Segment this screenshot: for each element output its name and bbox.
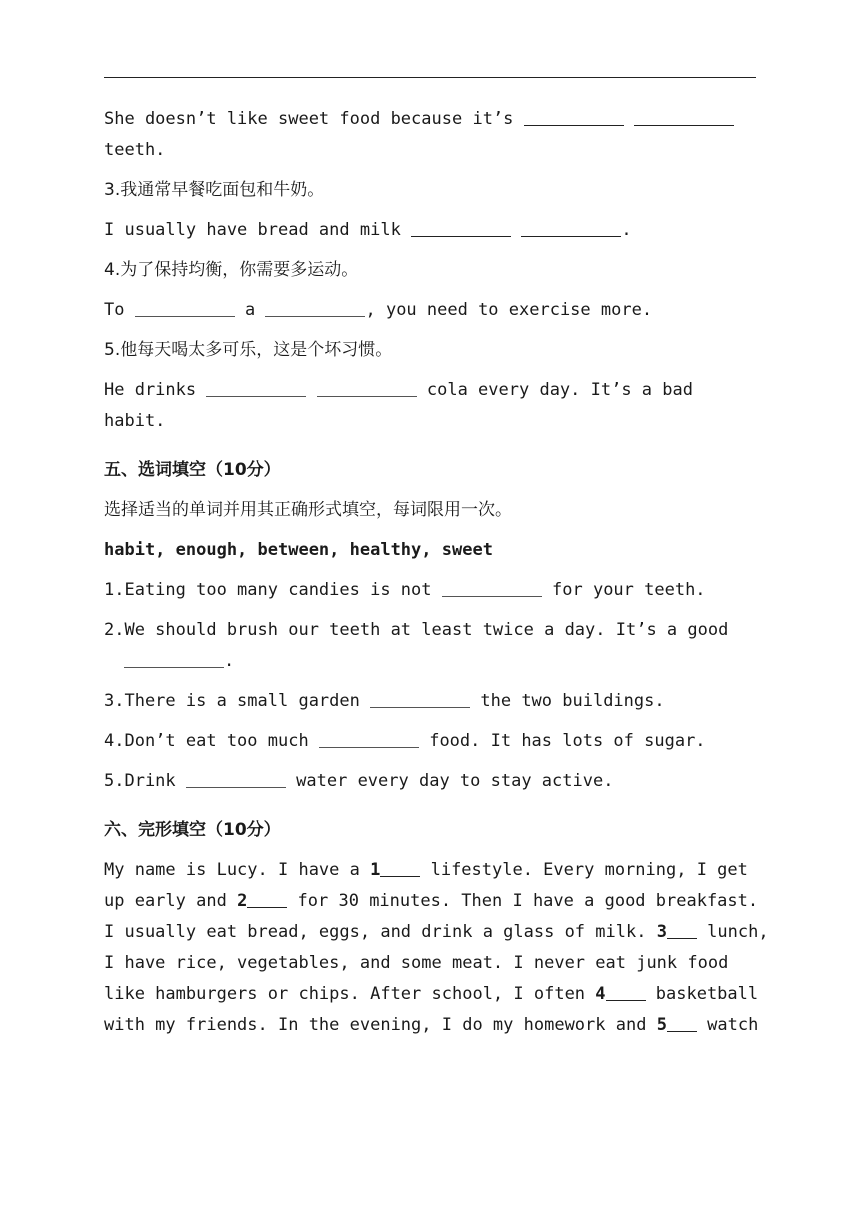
s4-q4-text-a: To [104, 300, 125, 320]
s5-q3 [104, 686, 764, 717]
s5-q4-text-b: food. It has lots of sugar. [429, 731, 706, 751]
s4-q5-english-cont: habit. [104, 411, 166, 431]
s5-q4-text-a: 4.Don’t eat too much [104, 731, 309, 751]
answer-blank[interactable] [135, 299, 235, 317]
answer-blank[interactable] [265, 299, 365, 317]
s6-text: like hamburgers or chips. After school, I often [104, 984, 596, 1004]
answer-blank[interactable] [411, 219, 511, 237]
s4-q2-english-cont: teeth. [104, 140, 166, 160]
s5-q5-text-b: water every day to stay active. [296, 771, 614, 791]
cloze-number-2: 2 [237, 891, 248, 911]
s5-q4 [104, 726, 764, 757]
s6-line-3 [104, 917, 769, 948]
cloze-number-3: 3 [656, 922, 667, 942]
s4-q4-text-b: a [244, 300, 256, 320]
section6-heading: 六、完形填空（10分） [104, 820, 281, 840]
word-bank: habit, enough, between, healthy, sweet [104, 540, 493, 560]
cloze-number-1: 1 [370, 860, 381, 880]
s6-text: basketball [645, 984, 759, 1004]
section5-instruction: 选择适当的单词并用其正确形式填空，每词限用一次。 [104, 500, 512, 520]
s4-q5-text-a: He drinks [104, 380, 197, 400]
section5-heading: 五、选词填空（10分） [104, 460, 281, 480]
answer-blank[interactable] [634, 108, 734, 126]
s4-q3-text-a: I usually have bread and milk [104, 220, 401, 240]
s5-q2-cont [104, 646, 764, 677]
answer-blank[interactable] [319, 730, 419, 748]
s5-q1 [104, 575, 764, 606]
s5-q2-text-b: . [224, 651, 235, 671]
s5-q5 [104, 766, 764, 797]
s6-text: lunch, [696, 922, 769, 942]
s5-q1-text-b: for your teeth. [552, 580, 706, 600]
answer-blank[interactable] [380, 859, 420, 877]
s6-text: watch [696, 1015, 759, 1035]
worksheet-page [104, 104, 769, 1041]
s6-line-5 [104, 979, 764, 1010]
s6-text: My name is Lucy. I have a [104, 860, 371, 880]
answer-blank[interactable] [667, 1014, 697, 1032]
header-rule [104, 77, 756, 78]
s6-text: lifestyle. Every morning, I get [420, 860, 748, 880]
s6-text: with my friends. In the evening, I do my homework and [104, 1015, 657, 1035]
answer-blank[interactable] [606, 983, 646, 1001]
answer-blank[interactable] [667, 921, 697, 939]
s4-q2-text-a: She doesn’t like sweet food because it’s [104, 109, 514, 129]
s5-q5-text-a: 5.Drink [104, 771, 176, 791]
s6-line-1 [104, 855, 764, 886]
s6-line-6 [104, 1010, 764, 1041]
s4-q4-text-c: , you need to exercise more. [365, 300, 653, 320]
answer-blank[interactable] [370, 690, 470, 708]
answer-blank[interactable] [524, 108, 624, 126]
s4-q5-chinese: 5.他每天喝太多可乐，这是个坏习惯。 [104, 340, 393, 360]
cloze-number-5: 5 [656, 1015, 667, 1035]
s6-text: up early and [104, 891, 238, 911]
answer-blank[interactable] [442, 579, 542, 597]
answer-blank[interactable] [206, 379, 306, 397]
answer-blank[interactable] [186, 770, 286, 788]
s5-q2: 2.We should brush our teeth at least twice a day. It’s a good [104, 620, 729, 640]
s6-line-4: I have rice, vegetables, and some meat. I never eat junk food [104, 953, 729, 973]
s4-q3-chinese: 3.我通常早餐吃面包和牛奶。 [104, 180, 325, 200]
s5-q3-text-a: 3.There is a small garden [104, 691, 360, 711]
s4-q2-english [104, 104, 764, 135]
cloze-number-4: 4 [595, 984, 606, 1004]
s6-text: I usually eat bread, eggs, and drink a glass of milk. [104, 922, 657, 942]
s6-text: for 30 minutes. Then I have a good breakfast. [287, 891, 759, 911]
s4-q4-chinese: 4.为了保持均衡，你需要多运动。 [104, 260, 359, 280]
s4-q5-english [104, 375, 764, 406]
answer-blank[interactable] [317, 379, 417, 397]
answer-blank[interactable] [247, 890, 287, 908]
s5-q3-text-b: the two buildings. [480, 691, 665, 711]
s4-q3-english [104, 215, 764, 246]
answer-blank[interactable] [124, 650, 224, 668]
s5-q1-text-a: 1.Eating too many candies is not [104, 580, 432, 600]
answer-blank[interactable] [521, 219, 621, 237]
s4-q3-text-b: . [621, 220, 632, 240]
s4-q4-english [104, 295, 764, 326]
s4-q5-text-b: cola every day. It’s a bad [426, 380, 693, 400]
s6-line-2 [104, 886, 764, 917]
